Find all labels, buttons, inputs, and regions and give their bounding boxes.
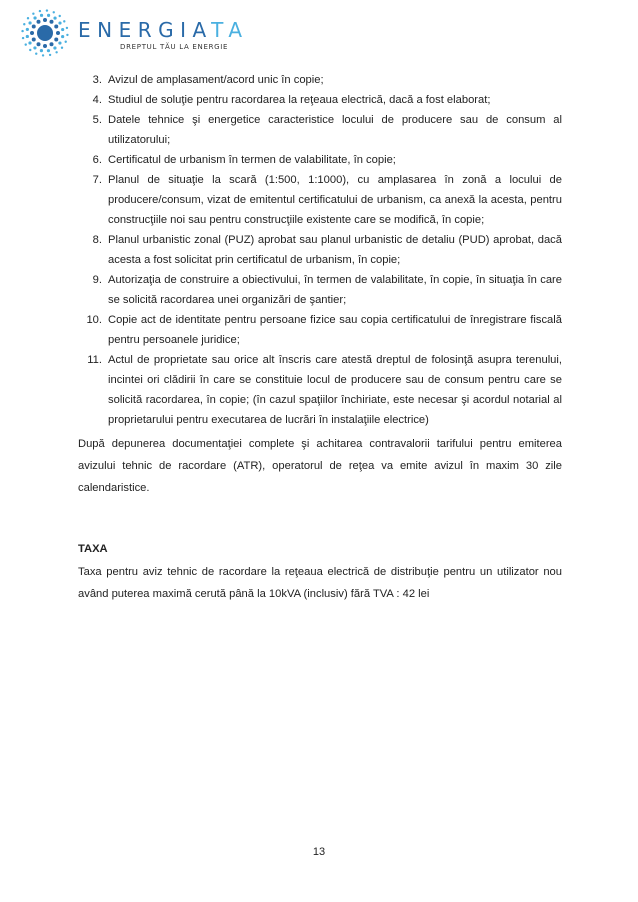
page-number: 13 (312, 846, 326, 858)
list-item-text: Studiul de soluţie pentru racordarea la reţeaua electrică, dacă a fost elaborat; (108, 94, 491, 106)
logo-wordmark (78, 18, 249, 42)
list-item-text: Autorizaţia de construire a obiectivului, în termen de valabilitate, în copie, în situaţia în care se solicită racordarea unei organizări de şantier; (108, 274, 562, 306)
list-item-number: 4. (92, 94, 102, 106)
tax-paragraph: Taxa pentru aviz tehnic de racordare la reţeaua electrică de distribuţie pentru un utilizator nou având puterea maximă cerută până la 10kVA (inclusiv) fără TVA : 42 lei (78, 566, 562, 600)
list-item (78, 350, 562, 430)
list-item-text: Planul urbanistic zonal (PUZ) aprobat sau planul urbanistic de detaliu (PUD) aprobat, dacă acesta a fost solicitat prin certificatul de urbanism, în copie; (108, 234, 562, 266)
list-item (78, 90, 562, 110)
list-item (78, 110, 562, 150)
submission-paragraph: După depunerea documentaţiei complete şi achitarea contravalorii tarifului pentru emiterea avizului tehnic de racordare (ATR), operatorul de reţea va emite avizul în maxim 30 zile calendaristice. (78, 438, 562, 494)
list-item (78, 170, 562, 230)
requirements-list (78, 70, 562, 430)
tax-heading: TAXA (78, 543, 108, 555)
sun-burst-icon (20, 8, 70, 58)
list-item-number: 3. (92, 74, 102, 86)
logo-tagline: DREPTUL TĂU LA ENERGIE (120, 43, 229, 51)
list-item (78, 310, 562, 350)
list-item-text: Planul de situaţie la scară (1:500, 1:1000), cu amplasarea în zonă a locului de producere/consum, vizat de emitentul certificatului de urbanism, ca anexă la acesta, pentru construcţiile noi sau pentru construcţiile existente care se modifică, în copie; (108, 174, 562, 226)
list-item (78, 270, 562, 310)
list-item (78, 230, 562, 270)
list-item-text: Datele tehnice şi energetice caracteristice locului de producere sau de consum al utilizatorului; (108, 114, 562, 146)
list-item-text: Avizul de amplasament/acord unic în copie; (108, 74, 324, 86)
list-item-text: Copie act de identitate pentru persoane fizice sau copia certificatului de înregistrare fiscală pentru persoanele juridice; (108, 314, 562, 346)
list-item-number: 6. (92, 154, 102, 166)
list-item-number: 9. (92, 274, 102, 286)
list-item-number: 5. (92, 114, 102, 126)
list-item-number: 11. (87, 354, 102, 366)
logo (20, 8, 249, 58)
list-item (78, 150, 562, 170)
logo-word-main: ENERGIA (78, 18, 212, 42)
list-item-number: 8. (92, 234, 102, 246)
list-item-text: Actul de proprietate sau orice alt înscris care atestă dreptul de folosinţă asupra terenului, incintei ori clădirii în care se constituie locul de producere sau de consum pentru care se solicită racordarea, în copie; (în cazul spaţiilor închiriate, este necesar şi acordul notarial al proprietarului pentru executarea de lucrări în instalaţiile electrice) (108, 354, 562, 426)
list-item (78, 70, 562, 90)
logo-word-accent: TA (211, 18, 249, 42)
list-item-text: Certificatul de urbanism în termen de valabilitate, în copie; (108, 154, 396, 166)
list-item-number: 7. (92, 174, 102, 186)
list-item-number: 10. (86, 314, 102, 326)
